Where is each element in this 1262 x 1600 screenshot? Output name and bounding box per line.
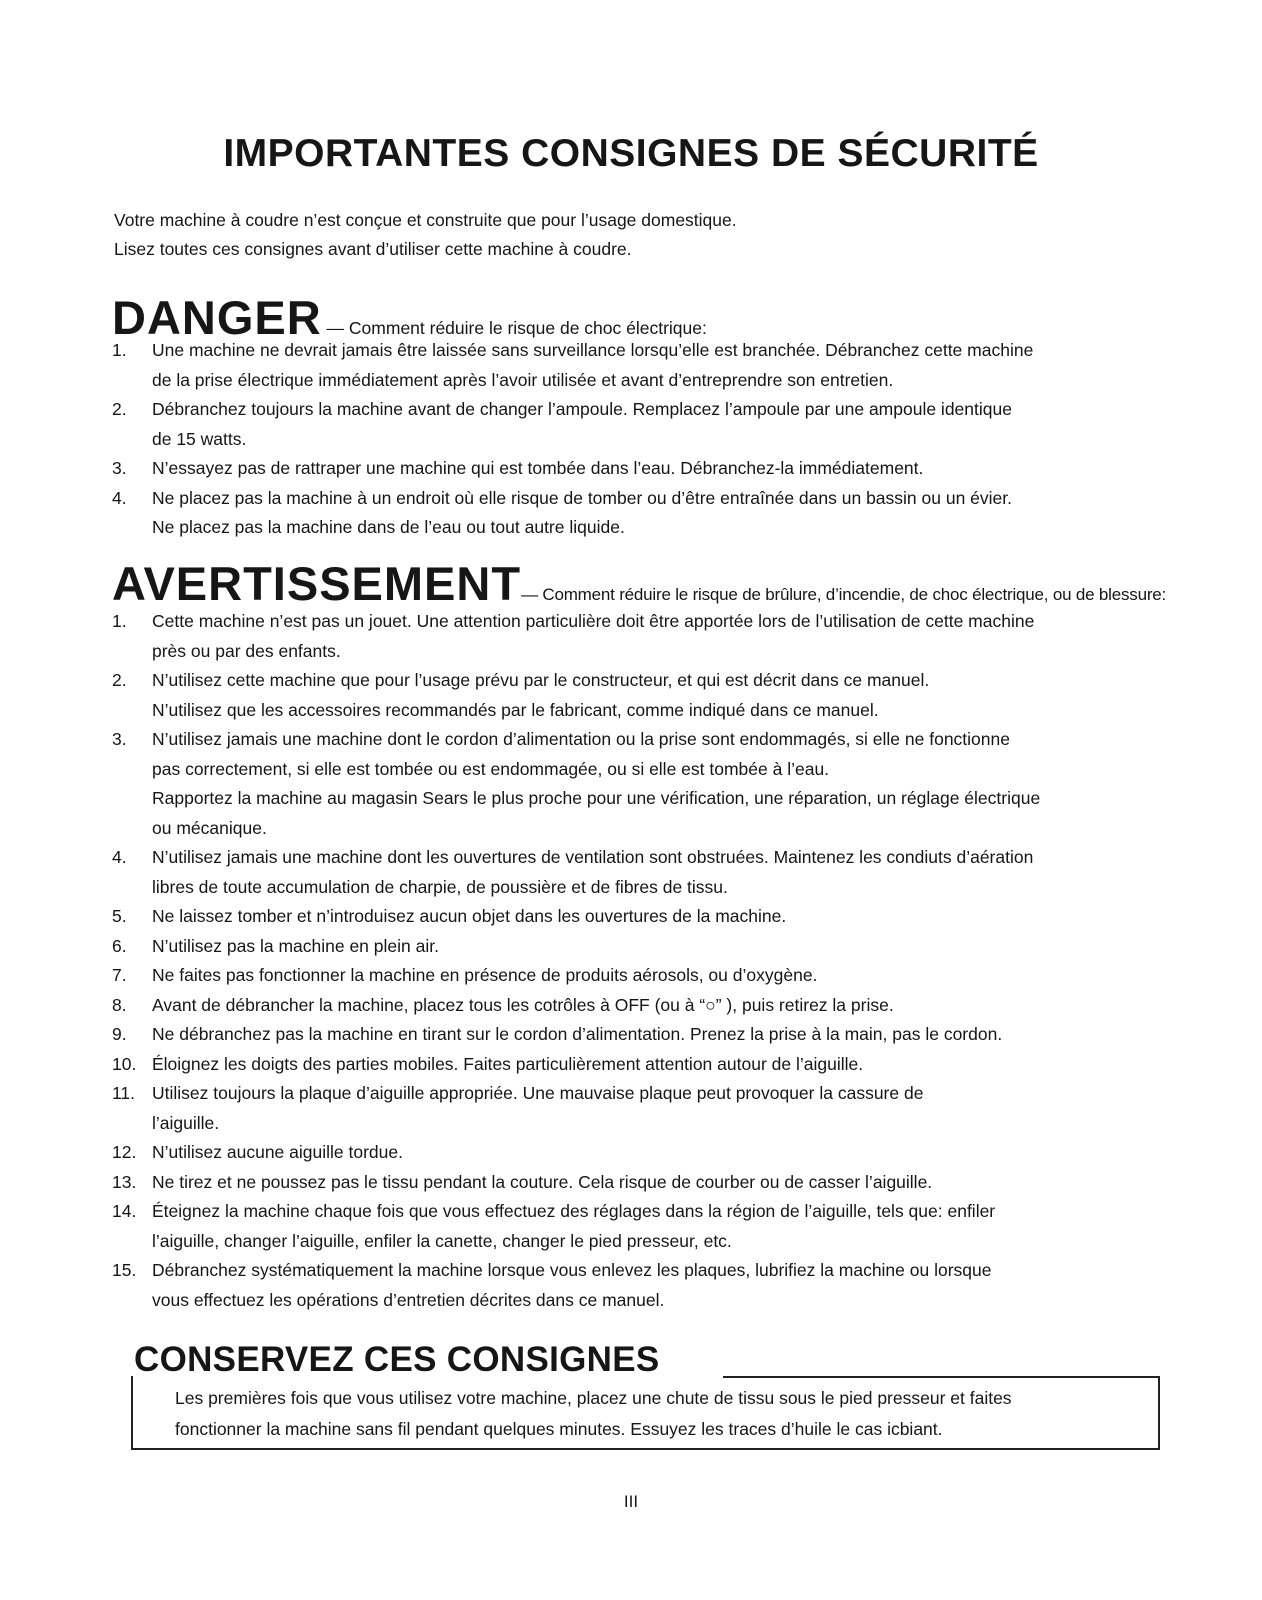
item-text-line: Éteignez la machine chaque fois que vous effectuez des réglages dans la région de l’aiguille, tels que: enfiler bbox=[152, 1201, 996, 1221]
intro-paragraph bbox=[114, 206, 737, 264]
conserve-title: CONSERVEZ CES CONSIGNES bbox=[134, 1340, 660, 1379]
list-item bbox=[112, 484, 1192, 543]
item-text-line: Débranchez systématiquement la machine lorsque vous enlevez les plaques, lubrifiez la machine ou lorsque bbox=[152, 1260, 992, 1280]
list-item bbox=[112, 1168, 1192, 1198]
list-item bbox=[112, 336, 1192, 395]
item-number: 4. bbox=[112, 487, 127, 508]
item-text-line: N’utilisez jamais une machine dont les ouvertures de ventilation sont obstruées. Maintenez les condiuts d’aération bbox=[152, 847, 1034, 867]
item-text-line: Rapportez la machine au magasin Sears le plus proche pour une vérification, une réparation, un réglage électrique bbox=[152, 788, 1041, 808]
danger-subtitle: — Comment réduire le risque de choc électrique: bbox=[321, 318, 707, 338]
item-number: 5. bbox=[112, 906, 127, 926]
item-text-line: l’aiguille. bbox=[152, 1112, 220, 1133]
item-text-line: Une machine ne devrait jamais être laissée sans surveillance lorsqu’elle est branchée. Débranchez cette machine bbox=[152, 340, 1034, 360]
item-text-line: N’utilisez jamais une machine dont le cordon d’alimentation ou la prise sont endommagés, si elle ne fonctionne bbox=[152, 729, 1010, 749]
item-number: 15. bbox=[112, 1260, 137, 1280]
item-text-line: de la prise électrique immédiatement après l’avoir utilisée et avant d’entreprendre son entretien. bbox=[152, 369, 894, 390]
item-text-line: Ne faites pas fonctionner la machine en présence de produits aérosols, ou d’oxygène. bbox=[152, 965, 818, 985]
item-number: 7. bbox=[112, 965, 127, 985]
avertissement-heading bbox=[112, 556, 1166, 611]
item-text-line: Ne tirez et ne poussez pas le tissu pendant la couture. Cela risque de courber ou de casser l’aiguille. bbox=[152, 1171, 933, 1192]
item-text-line: l’aiguille, changer l’aiguille, enfiler la canette, changer le pied presseur, etc. bbox=[152, 1230, 732, 1251]
list-item bbox=[112, 607, 1192, 666]
list-item bbox=[112, 1079, 1192, 1138]
list-item bbox=[112, 395, 1192, 454]
item-number: 14. bbox=[112, 1201, 137, 1221]
item-number: 4. bbox=[112, 847, 127, 867]
list-item bbox=[112, 725, 1192, 843]
item-number: 8. bbox=[112, 994, 127, 1015]
box-top-border bbox=[723, 1376, 1158, 1378]
item-text-line: Ne placez pas la machine dans de l’eau ou tout autre liquide. bbox=[152, 517, 625, 537]
intro-line: Lisez toutes ces consignes avant d’utiliser cette machine à coudre. bbox=[114, 239, 632, 259]
list-item bbox=[112, 1197, 1192, 1256]
list-item bbox=[112, 1050, 1192, 1080]
item-text-line: Ne laissez tomber et n’introduisez aucun objet dans les ouvertures de la machine. bbox=[152, 906, 787, 926]
item-number: 10. bbox=[112, 1053, 137, 1074]
avertissement-label: AVERTISSEMENT bbox=[112, 557, 522, 610]
item-number: 3. bbox=[112, 458, 127, 478]
list-item bbox=[112, 961, 1192, 991]
conserve-line: Les premières fois que vous utilisez votre machine, placez une chute de tissu sous le pied presseur et faites bbox=[175, 1388, 1012, 1408]
item-text-line: N’essayez pas de rattraper une machine qui est tombée dans l’eau. Débranchez-la immédiatement. bbox=[152, 458, 924, 478]
item-text-line: N’utilisez que les accessoires recommandés par le fabricant, comme indiqué dans ce manuel. bbox=[152, 699, 879, 720]
item-text-line: Utilisez toujours la plaque d’aiguille appropriée. Une mauvaise plaque peut provoquer la cassure de bbox=[152, 1083, 924, 1103]
item-text-line: vous effectuez les opérations d’entretien décrites dans ce manuel. bbox=[152, 1289, 665, 1310]
item-number: 9. bbox=[112, 1024, 127, 1044]
item-text-line: N’utilisez aucune aiguille tordue. bbox=[152, 1142, 403, 1162]
item-text-line: pas correctement, si elle est tombée ou est endommagée, ou si elle est tombée à l’eau. bbox=[152, 758, 830, 779]
conserve-text bbox=[175, 1383, 1012, 1445]
list-item bbox=[112, 991, 1192, 1021]
item-text-line: Cette machine n’est pas un jouet. Une attention particulière doit être apportée lors de l’utilisation de cette machine bbox=[152, 611, 1035, 631]
item-text-line: Éloignez les doigts des parties mobiles. Faites particulièrement attention autour de l’aiguille. bbox=[152, 1053, 864, 1074]
item-number: 2. bbox=[112, 399, 127, 419]
avertissement-subtitle: — Comment réduire le risque de brûlure, d’incendie, de choc électrique, ou de blessure: bbox=[521, 585, 1167, 604]
danger-list bbox=[112, 336, 1192, 543]
list-item bbox=[112, 1020, 1192, 1050]
list-item bbox=[112, 843, 1192, 902]
item-text-line: ou mécanique. bbox=[152, 817, 267, 838]
item-number: 1. bbox=[112, 340, 127, 360]
list-item bbox=[112, 902, 1192, 932]
item-number: 13. bbox=[112, 1171, 137, 1192]
item-text-line: N’utilisez cette machine que pour l’usage prévu par le constructeur, et qui est décrit dans ce manuel. bbox=[152, 670, 930, 690]
item-text-line: près ou par des enfants. bbox=[152, 640, 341, 661]
page-number: III bbox=[623, 1492, 639, 1511]
item-number: 6. bbox=[112, 935, 127, 956]
item-text-line: de 15 watts. bbox=[152, 428, 247, 449]
danger-label: DANGER bbox=[112, 291, 322, 344]
item-number: 3. bbox=[112, 729, 127, 749]
item-text-line: N’utilisez pas la machine en plein air. bbox=[152, 935, 439, 956]
item-text-line: Débranchez toujours la machine avant de changer l’ampoule. Remplacez l’ampoule par une ampoule identique bbox=[152, 399, 1012, 419]
item-text-line: Ne placez pas la machine à un endroit où elle risque de tomber ou d’être entraînée dans un bassin ou un évier. bbox=[152, 487, 1012, 508]
item-number: 11. bbox=[112, 1083, 136, 1103]
conserve-line: fonctionner la machine sans fil pendant quelques minutes. Essuyez les traces d’huile le cas icbiant. bbox=[175, 1419, 943, 1439]
list-item bbox=[112, 666, 1192, 725]
list-item bbox=[112, 454, 1192, 484]
list-item bbox=[112, 932, 1192, 962]
page-title: IMPORTANTES CONSIGNES DE SÉCURITÉ bbox=[223, 132, 1039, 175]
list-item bbox=[112, 1256, 1192, 1315]
item-number: 2. bbox=[112, 670, 127, 690]
item-number: 1. bbox=[112, 611, 127, 631]
list-item bbox=[112, 1138, 1192, 1168]
item-number: 12. bbox=[112, 1142, 137, 1162]
item-text-line: Avant de débrancher la machine, placez tous les cotrôles à OFF (ou à “○” ), puis retirez la prise. bbox=[152, 994, 894, 1015]
intro-line: Votre machine à coudre n’est conçue et construite que pour l’usage domestique. bbox=[114, 210, 737, 230]
avertissement-list bbox=[112, 607, 1192, 1315]
item-text-line: Ne débranchez pas la machine en tirant sur le cordon d’alimentation. Prenez la prise à la main, pas le cordon. bbox=[152, 1024, 1003, 1044]
conserve-box bbox=[131, 1376, 1160, 1450]
item-text-line: libres de toute accumulation de charpie, de poussière et de fibres de tissu. bbox=[152, 876, 728, 897]
